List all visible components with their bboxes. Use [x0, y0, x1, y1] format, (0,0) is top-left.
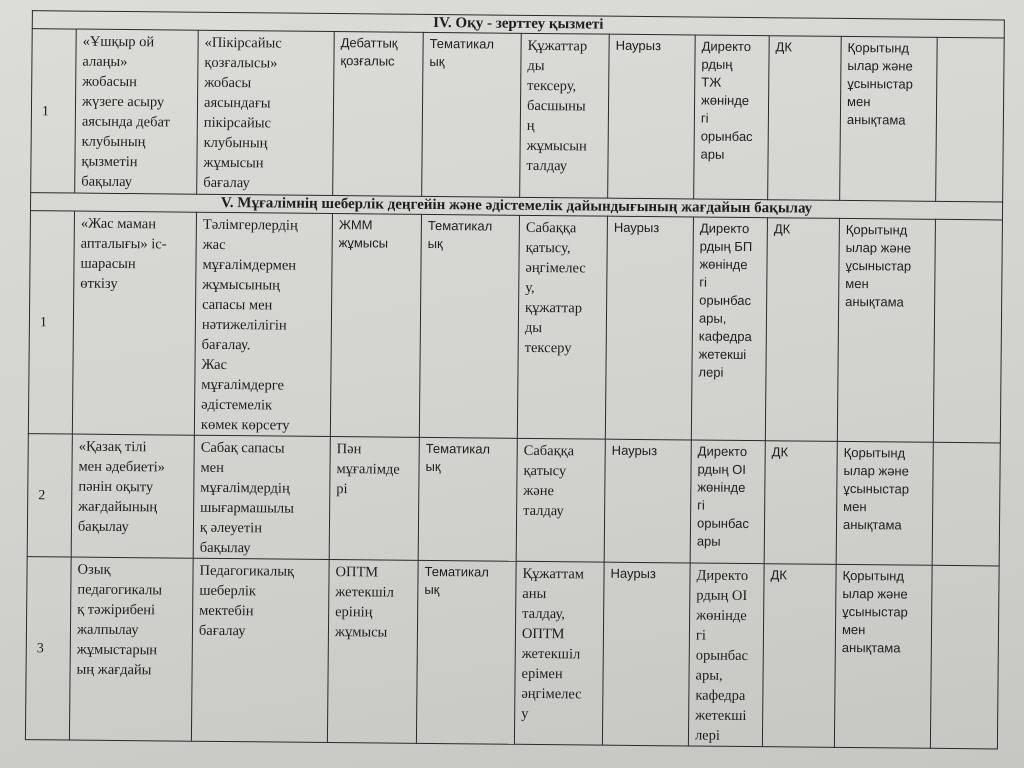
purpose-cell: Педагогикалық шеберлік мектебін бағалау [191, 558, 329, 742]
responsible-cell: Директо рдың БП жөнінде гі орынбас ары, кафедра жетекші лері [691, 217, 767, 441]
object-cell: ЖММ жұмысы [330, 214, 421, 438]
place-cell: ДК [768, 36, 842, 201]
purpose-cell: Сабақ сапасы мен мұғалімдердің шығармашылы қ әлеуетін бақылау [193, 435, 330, 559]
method-cell: Құжаттам аны талдау, ОПТМ жетекшіл ерімен әңгімелес у [514, 561, 604, 745]
result-cell: Қорытынд ылар және ұсыныстар мен анықтама [837, 218, 935, 442]
empty-cell [936, 37, 1005, 202]
date-cell: Наурыз [608, 34, 696, 199]
object-cell: Дебаттық қозғалыс [333, 32, 424, 197]
method-cell: Құжаттар ды тексеру, басшыны ң жұмысын талдау [520, 33, 610, 198]
control-plan-table [25, 10, 1005, 749]
row-number: 1 [31, 29, 77, 193]
result-cell: Қорытынд ылар және ұсыныстар мен анықтама [834, 564, 932, 748]
method-cell: Сабаққа қатысу және талдау [516, 438, 605, 562]
place-cell: ДК [762, 564, 836, 748]
type-cell: Тематикал ық [416, 560, 516, 744]
result-cell: Қорытынд ылар және ұсыныстар мен анықтама [840, 36, 938, 201]
section-title: V. Мұғалімнің шеберлік деңгейін және әдістемелік дайындығының жағдайын бақылау [30, 193, 1002, 220]
row-number: 1 [28, 211, 74, 434]
table-row [25, 557, 999, 749]
purpose-cell: «Пікірсайыс қозғалысы» жобасы аясындағы пікірсайыс клубының жұмысын бағалау [197, 30, 335, 195]
responsible-cell: Директо рдың ОІ жөнінде гі орынбас ары [690, 440, 765, 564]
date-cell: Наурыз [605, 216, 693, 440]
document-sheet [11, 2, 1018, 752]
result-cell: Қорытынд ылар және ұсыныстар мен анықтама [836, 441, 933, 565]
type-cell: Тематикал ық [418, 437, 517, 561]
object-cell: ОПТМ жетекшіл ерінің жұмысы [327, 560, 418, 744]
table-row [28, 211, 1002, 443]
event-cell: «Ұшқыр ой алаңы» жобасын жүзеге асыру аясында дебат клубының қызметін бақылау [75, 29, 199, 194]
empty-cell [932, 442, 1000, 566]
object-cell: Пән мұғалімде рі [329, 437, 419, 561]
date-cell: Наурыз [604, 439, 691, 563]
responsible-cell: Директо рдың ОІ жөнінде гі орынбас ары, кафедра жетекші лері [688, 563, 764, 747]
method-cell: Сабаққа қатысу, әңгімелес у, құжаттар ды тексеру [517, 215, 607, 439]
type-cell: Тематикал ық [422, 32, 522, 197]
purpose-cell: Тәлімгерлердің жас мұғалімдермен жұмысының сапасы мен нәтижелілігін бағалау. Жас мұғалімдерге әдістемелік көмек көрсету [194, 212, 332, 436]
date-cell: Наурыз [602, 562, 690, 746]
section-title: IV. Оқу - зерттеу қызметі [32, 11, 1004, 38]
type-cell: Тематикал ық [419, 214, 519, 438]
empty-cell [933, 219, 1002, 443]
event-cell: «Жас маман апталығы» іс- шарасын өткізу [72, 211, 196, 435]
empty-cell [930, 565, 999, 749]
row-number: 3 [25, 557, 71, 740]
row-number: 2 [27, 434, 72, 557]
place-cell: ДК [765, 218, 839, 442]
table-row [27, 434, 1000, 566]
event-cell: «Қазақ тілі мен әдебиеті» пәнін оқыту жағдайының бақылау [71, 434, 194, 558]
responsible-cell: Директо рдың ТЖ жөнінде гі орынбас ары [694, 35, 770, 200]
table-row [31, 29, 1005, 202]
event-cell: Озық педагогикалы қ тәжірибені жалпылау жұмыстарын ың жағдайы [69, 557, 193, 741]
place-cell: ДК [764, 441, 837, 565]
